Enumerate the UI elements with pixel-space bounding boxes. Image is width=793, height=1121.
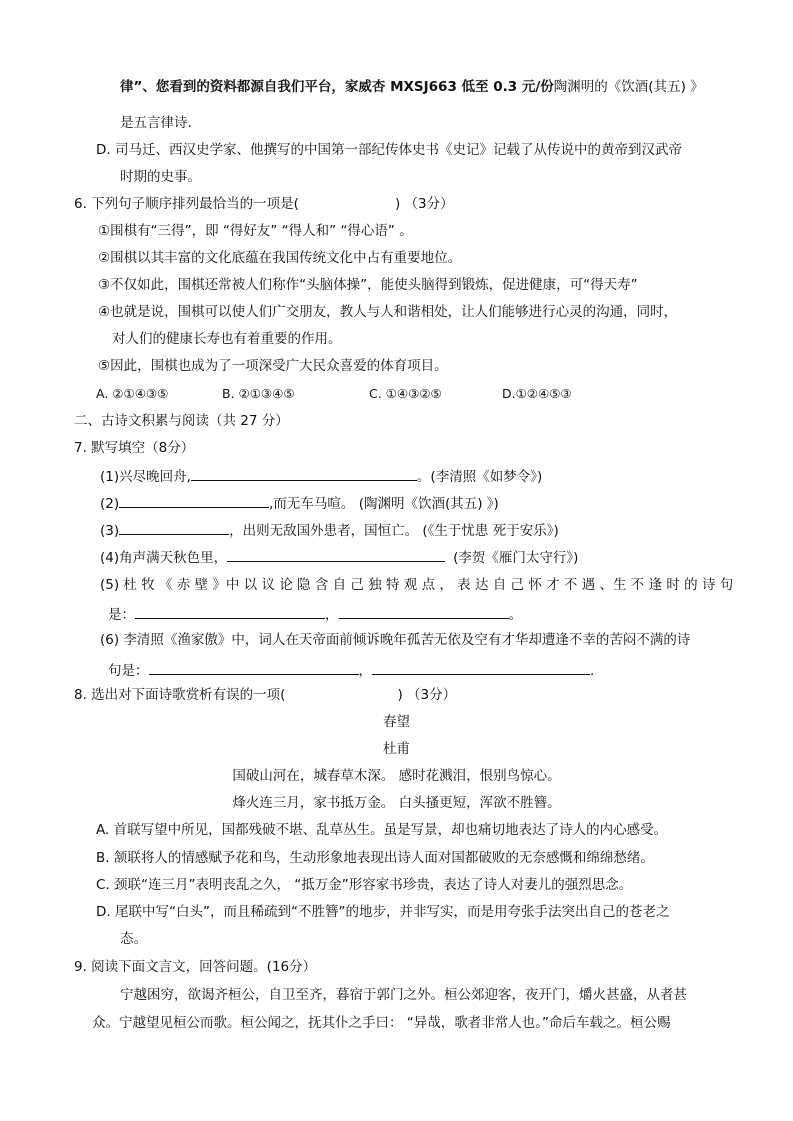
q8-stem-score: ) （3分） <box>397 687 457 703</box>
q6-stem-text: 6. 下列句子顺序排列最恰当的一项是( <box>74 196 299 212</box>
q8-stem-text: 8. 选出对下面诗歌赏析有误的一项( <box>74 687 286 703</box>
poem-line-1: 国破山河在，城春草木深。 感时花溅泪，恨别鸟惊心。 <box>232 768 561 784</box>
q7-blank-3[interactable] <box>119 520 229 535</box>
q7-item-5-line1: (5) 杜 牧 《 赤 壁 》中 以 议 论 隐 含 自 己 独 特 观 点 ， 表 达 自 己 怀 才 不 遇 、生 不 逢 时 的 诗 句 <box>100 577 734 593</box>
poem-author: 杜甫 <box>383 741 410 757</box>
q6-item-3: ③不仅如此，围棋还常被人们称作“头脑体操”，能使头脑得到锻炼，促进健康，可“得天寿” <box>98 277 638 293</box>
q7-blank-6b[interactable] <box>372 660 590 675</box>
q7-item-3 <box>100 520 559 540</box>
q7-stem: 7. 默写填空（8分） <box>74 440 195 456</box>
q7-item-2-num: (2) <box>100 496 120 512</box>
q7-item-3-num: (3) <box>100 523 120 539</box>
q9-passage-line2: 众。宁越望见桓公而歌。桓公闻之，抚其仆之手曰： “异哉，歌者非常人也。”命后车载之。桓公赐 <box>92 1015 671 1031</box>
q6-option-b: B. ②①③④⑤ <box>222 386 295 401</box>
q7-item-5-period: 。 <box>508 607 522 623</box>
q7-blank-5a[interactable] <box>135 604 325 619</box>
q7-item-6-comma: ， <box>358 663 372 679</box>
watermark-ad-text: 律”、您看到的资料都源自我们平台，家威杏 MXSJ663 低至 0.3 元/份 <box>120 79 554 95</box>
q5-option-d-line2: 时期的史事。 <box>120 169 201 185</box>
q8-option-c: C. 颈联“连三月”表明丧乱之久， “抵万金”形容家书珍贵，表达了诗人对妻儿的强烈思念。 <box>96 877 633 893</box>
q7-item-6-period: . <box>590 663 595 679</box>
q7-item-5-comma: ， <box>325 607 339 623</box>
q6-item-4-cont: 对人们的健康长寿也有着重要的作用。 <box>112 331 342 347</box>
q8-option-d-cont: 态。 <box>120 931 147 947</box>
q6-item-2: ②围棋以其丰富的文化底蕴在我国传统文化中占有重要地位。 <box>98 250 462 266</box>
poem-title: 春望 <box>383 714 410 730</box>
q5-line2: 是五言律诗. <box>120 115 192 131</box>
q7-item-4-text: (4)角声满天秋色里， <box>100 550 228 566</box>
q7-item-2-text: ,而无车马喧。 (陶渊明《饮酒(其五) 》) <box>269 496 499 512</box>
q7-blank-4[interactable] <box>227 547 445 562</box>
q7-item-5-line2 <box>108 604 522 624</box>
q6-option-a: A. ②①④③⑤ <box>96 386 169 401</box>
q7-item-6-lead: 句是： <box>108 663 149 679</box>
q8-option-a: A. 首联写望中所见，国都残破不堪、乱草丛生。虽是写景，却也痛切地表达了诗人的内心感受。 <box>96 822 668 838</box>
q7-item-1-text: (1)兴尽晚回舟, <box>100 469 191 485</box>
q9-stem: 9. 阅读下面文言文，回答问题。(16分） <box>74 959 317 975</box>
q6-item-4: ④也就是说，围棋可以使人们广交朋友，教人与人和谐相处，让人们能够进行心灵的沟通，同时， <box>98 304 678 320</box>
q5-option-d-line1: D. 司马迁、西汉史学家、他撰写的中国第一部纪传体史书《史记》记载了从传说中的黄帝到汉武帝 <box>96 142 682 158</box>
q6-stem <box>74 195 454 213</box>
q7-blank-2[interactable] <box>119 493 269 508</box>
q7-item-6-line1: (6) 李清照《渔家傲》中，词人在天帝面前倾诉晚年孤苦无依及空有才华却遭逢不幸的苦闷不满的诗 <box>100 632 691 648</box>
q7-blank-5b[interactable] <box>339 604 509 619</box>
q6-option-d: D.①②④⑤③ <box>502 386 572 401</box>
q7-item-5-lead: 是： <box>108 607 135 623</box>
q7-blank-1[interactable] <box>191 466 417 481</box>
q8-stem <box>74 686 456 704</box>
q7-item-2 <box>100 493 499 513</box>
q7-item-4 <box>100 547 578 567</box>
q6-item-1: ①围棋有“三得”，即 “得好友” “得人和” “得心语” 。 <box>98 223 413 239</box>
section2-title: 二、古诗文积累与阅读（共 27 分） <box>74 413 289 429</box>
q6-option-c: C. ①④③②⑤ <box>369 386 442 401</box>
q7-item-4-source: (李贺《雁门太守行》) <box>453 550 579 566</box>
q7-item-6-line2 <box>108 660 594 680</box>
q9-passage-line1: 宁越困穷，欲谒齐桓公，自卫至齐，暮宿于郭门之外。桓公郊迎客，夜开门，爝火甚盛，从者甚 <box>120 987 687 1003</box>
q5-line1-rest: 陶渊明的《饮酒(其五) 》 <box>553 79 704 95</box>
q6-item-5: ⑤因此，围棋也成为了一项深受广大民众喜爱的体育项目。 <box>98 358 448 374</box>
q6-stem-score: ) （3分） <box>394 196 454 212</box>
q8-option-b: B. 颔联将人的情感赋予花和鸟，生动形象地表现出诗人面对国都破败的无奈感慨和绵绵愁绪。 <box>96 850 654 866</box>
q8-option-d: D. 尾联中写“白头”，而且稀疏到“不胜簪”的地步，并非写实，而是用夸张手法突出自己的苍老之 <box>96 904 670 920</box>
q7-item-1-source: 。(李清照《如梦令》) <box>416 469 543 485</box>
q7-blank-6a[interactable] <box>149 660 359 675</box>
q7-item-3-text: ，出则无敌国外患者，国恒亡。 (《生于忧患 死于安乐》) <box>229 523 559 539</box>
poem-line-2: 烽火连三月，家书抵万金。 白头搔更短，浑欲不胜簪。 <box>232 795 561 811</box>
q5-line1 <box>120 78 704 96</box>
q7-item-1 <box>100 466 542 486</box>
